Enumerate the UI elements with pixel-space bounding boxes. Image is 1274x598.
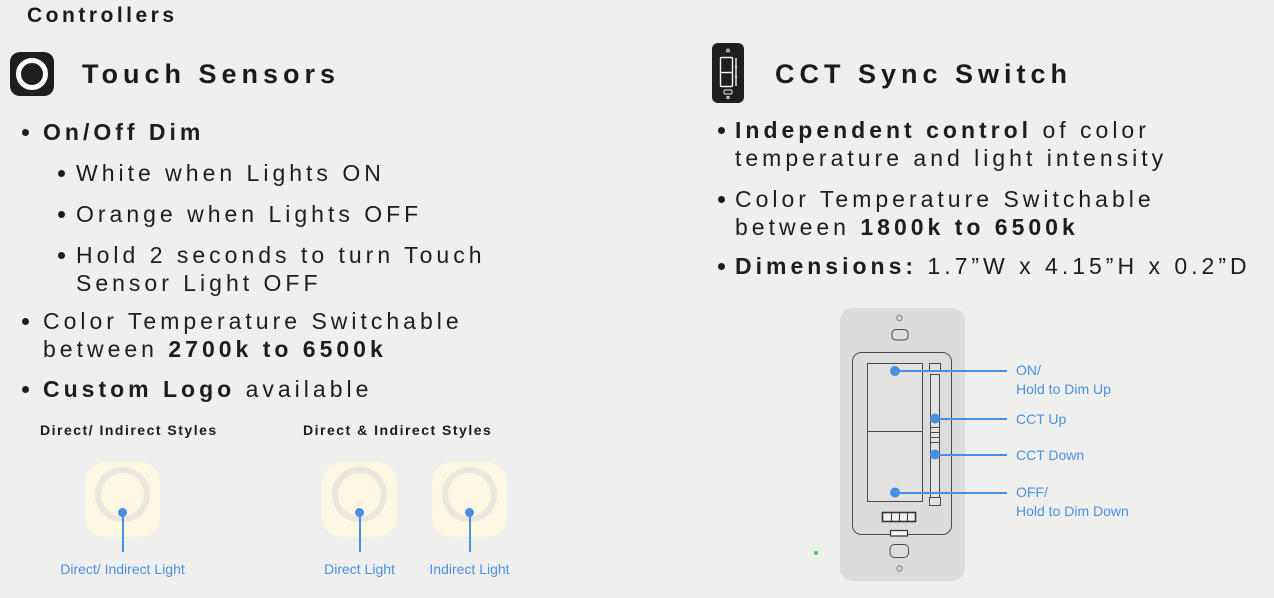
cct-switch-icon	[712, 43, 744, 103]
bullet-hold-2-seconds-line1: Hold 2 seconds to turn Touch	[76, 242, 486, 268]
independent-control-label: Independent control	[735, 117, 1033, 143]
bullet-dot-icon	[718, 263, 725, 270]
bullet-color-temp-cct	[718, 186, 1155, 241]
cct-sync-switch-heading: CCT Sync Switch	[775, 59, 1073, 89]
bullet-dot-icon	[22, 318, 29, 325]
callout-line	[122, 515, 125, 552]
touch-sensor-ring-icon	[16, 58, 48, 90]
bullet-hold-2-seconds-line2: Sensor Light OFF	[76, 269, 322, 296]
touch-sensor-icon	[10, 52, 54, 96]
callout-line-cct-up	[937, 418, 1007, 420]
bullet-color-temp-cct-line1: Color Temperature Switchable	[735, 186, 1155, 212]
callout-line	[469, 515, 472, 552]
custom-logo-label: Custom Logo	[43, 376, 236, 402]
callout-label-off	[1016, 483, 1129, 520]
bullet-dot-icon	[22, 386, 29, 393]
cct-switch-diagram	[840, 308, 965, 581]
callout-on-line2: Hold to Dim Up	[1016, 380, 1111, 397]
callout-line-cct-down	[937, 454, 1007, 456]
page-title: Controllers	[27, 4, 178, 27]
bullet-color-temp-cct-line2: between	[735, 213, 861, 240]
cct-color-temp-range: 1800k to 6500k	[860, 213, 1079, 240]
bullet-dot-icon	[22, 129, 29, 136]
touch-sensors-heading: Touch Sensors	[82, 59, 341, 89]
direct-indirect-styles-header: Direct/ Indirect Styles	[40, 422, 218, 438]
panel-label-direct-light: Direct Light	[324, 561, 395, 577]
bullet-hold-2-seconds	[58, 242, 485, 297]
bullet-color-temp-touch	[22, 308, 463, 363]
bullet-dot-icon	[58, 252, 65, 259]
callout-label-cct-up: CCT Up	[1016, 411, 1067, 427]
callout-label-on	[1016, 361, 1111, 398]
bullet-dot-icon	[718, 196, 725, 203]
bullet-color-temp-touch-line2: between	[43, 335, 169, 362]
callout-label-cct-down: CCT Down	[1016, 447, 1085, 463]
bullet-dot-icon	[58, 211, 65, 218]
touch-panel-direct-indirect	[60, 462, 185, 594]
callout-on-line1: ON/	[1016, 362, 1041, 378]
dimensions-value: 1.7”W x 4.15”H x 0.2”D	[917, 253, 1251, 279]
bullet-custom-logo	[22, 376, 372, 404]
dimensions-label: Dimensions:	[735, 253, 918, 279]
custom-logo-rest: available	[235, 376, 373, 402]
bullet-white-when-on-label: White when Lights ON	[76, 160, 385, 186]
bullet-white-when-on	[58, 160, 385, 188]
independent-control-rest: of color	[1032, 117, 1150, 143]
callout-off-line2: Hold to Dim Down	[1016, 502, 1129, 519]
bullet-dot-icon	[58, 170, 65, 177]
callout-line-off	[897, 492, 1007, 494]
touch-panel-direct	[322, 462, 397, 594]
bullet-independent-control	[718, 117, 1167, 172]
callout-line-on	[897, 370, 1007, 372]
bullet-orange-when-off	[58, 201, 422, 229]
bullet-color-temp-touch-line1: Color Temperature Switchable	[43, 308, 463, 334]
stray-green-dot	[814, 551, 818, 555]
panel-label-indirect-light: Indirect Light	[429, 561, 510, 577]
direct-and-indirect-styles-header: Direct & Indirect Styles	[303, 422, 493, 438]
bullet-dot-icon	[718, 127, 725, 134]
bullet-onoff-dim	[22, 119, 204, 147]
bullet-orange-when-off-label: Orange when Lights OFF	[76, 201, 423, 227]
callout-off-line1: OFF/	[1016, 484, 1048, 500]
panel-label-direct-indirect-light: Direct/ Indirect Light	[60, 561, 185, 577]
touch-color-temp-range: 2700k to 6500k	[168, 335, 387, 362]
touch-panel-indirect	[429, 462, 510, 594]
callout-line	[359, 515, 362, 552]
bullet-onoff-dim-label: On/Off Dim	[43, 119, 205, 145]
independent-control-line2: temperature and light intensity	[735, 144, 1168, 171]
bullet-dimensions	[718, 253, 1251, 281]
